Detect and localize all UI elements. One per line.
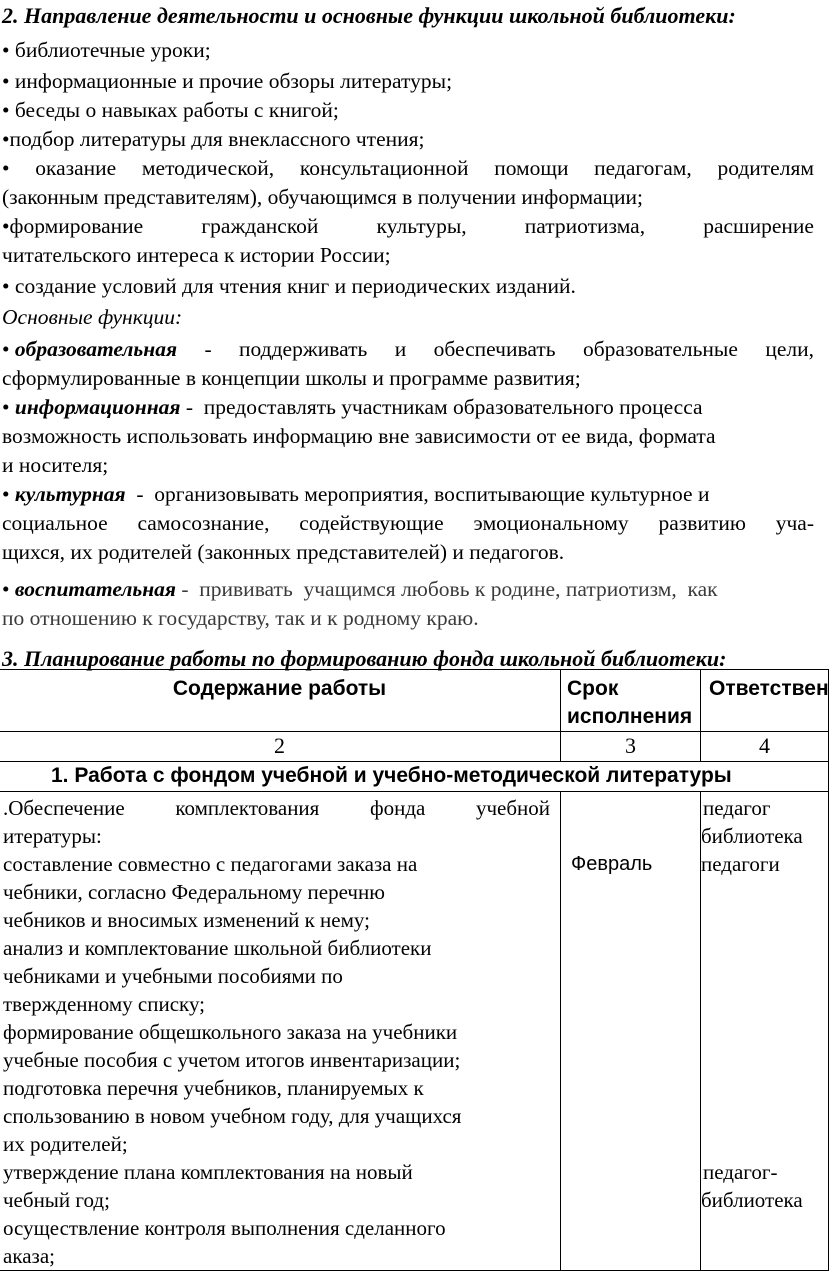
content-line: подготовка перечня учебников, планируемых к bbox=[3, 1076, 424, 1100]
function-item-cultural: • культурная - организовывать мероприятия, воспитывающие культурное и bbox=[2, 482, 710, 506]
bullet-word: культуры, bbox=[376, 214, 467, 238]
word: обеспечивать bbox=[433, 337, 556, 361]
bullet-word: •формирование bbox=[2, 214, 144, 238]
bullet-word: помощи bbox=[494, 156, 569, 180]
content-line: утверждение плана комплектования на новый bbox=[3, 1160, 413, 1184]
word: развитию bbox=[658, 511, 746, 535]
section-row-title: 1. Работа с фондом учебной и учебно-методической литературы bbox=[0, 762, 829, 792]
section-2-title: 2. Направление деятельности и основные функции школьной библиотеки: bbox=[2, 3, 736, 28]
list-item-justified bbox=[2, 154, 814, 182]
content-line: учебные пособия с учетом итогов инвентаризации; bbox=[3, 1048, 461, 1072]
list-item: • информационные и прочие обзоры литературы; bbox=[2, 69, 453, 93]
list-item-justified bbox=[2, 212, 814, 240]
word: поддерживать bbox=[239, 337, 368, 361]
header-content: Содержание работы bbox=[0, 670, 561, 732]
list-item-continuation: читательского интереса к истории России; bbox=[2, 243, 391, 267]
word: - bbox=[204, 337, 212, 361]
function-continuation-justified bbox=[2, 509, 814, 537]
word: образовательные bbox=[582, 337, 738, 361]
header-term: Срок исполнения bbox=[561, 670, 701, 732]
functions-title: Основные функции: bbox=[2, 305, 183, 329]
content-cell bbox=[0, 792, 561, 1271]
responsible-line: педагоги bbox=[701, 852, 780, 876]
planning-table bbox=[0, 669, 829, 1271]
word: социальное bbox=[2, 511, 108, 535]
word: уча- bbox=[775, 511, 814, 535]
function-term: • образовательная bbox=[2, 337, 178, 361]
column-number: 4 bbox=[701, 732, 829, 762]
bullet-word: гражданской bbox=[201, 214, 319, 238]
list-item: •подбор литературы для внеклассного чтения; bbox=[2, 127, 425, 151]
content-line: их родителей; bbox=[3, 1132, 128, 1156]
content-line: .Обеспечение комплектования фонда учебной bbox=[3, 796, 550, 820]
function-item-informational: • информационная - предоставлять участникам образовательного процесса bbox=[2, 395, 703, 419]
responsible-line: библиотека bbox=[701, 824, 803, 848]
content-line: аказа; bbox=[3, 1244, 55, 1268]
section-3-title: 3. Планирование работы по формированию фонда школьной библиотеки: bbox=[2, 646, 727, 671]
header-responsible: Ответствен bbox=[701, 670, 829, 732]
term-cell: Февраль bbox=[561, 792, 701, 1271]
list-item-continuation: (законным представителям), обучающимся в получении информации; bbox=[2, 185, 644, 209]
word: и bbox=[394, 337, 407, 361]
responsible-line: библиотека bbox=[701, 1188, 803, 1212]
responsible-cell bbox=[701, 792, 829, 1271]
function-continuation: по отношению к государству, так и к родному краю. bbox=[2, 606, 479, 630]
table-row bbox=[0, 792, 829, 1271]
word: самосознание, bbox=[137, 511, 270, 535]
content-line: анализ и комплектование школьной библиотеки bbox=[3, 936, 432, 960]
bullet-word: расширение bbox=[703, 214, 814, 238]
bullet-word: педагогам, bbox=[594, 156, 692, 180]
list-item: • беседы о навыках работы с книгой; bbox=[2, 98, 339, 122]
responsible-line: педагог bbox=[703, 796, 771, 820]
content-line: чебников и вносимых изменений к нему; bbox=[3, 908, 370, 932]
content-line: спользованию в новом учебном году, для учащихся bbox=[3, 1104, 462, 1128]
function-item-educational bbox=[2, 335, 814, 363]
function-item-upbringing: • воспитательная - прививать учащимся любовь к родине, патриотизм, как bbox=[2, 577, 718, 601]
bullet-word: родителям bbox=[717, 156, 814, 180]
content-line: составление совместно с педагогами заказа на bbox=[3, 852, 418, 876]
function-continuation: щихся, их родителей (законных представителей) и педагогов. bbox=[2, 540, 565, 564]
table-number-row bbox=[0, 732, 829, 762]
bullet-word: консультационной bbox=[299, 156, 469, 180]
bullet-word: • bbox=[2, 156, 10, 180]
content-line: итературы: bbox=[3, 824, 102, 848]
responsible-line: педагог- bbox=[703, 1160, 778, 1184]
content-line: формирование общешкольного заказа на учебники bbox=[3, 1020, 458, 1044]
bullet-word: методической, bbox=[141, 156, 275, 180]
column-number: 2 bbox=[0, 732, 561, 762]
function-continuation: и носителя; bbox=[2, 453, 109, 477]
function-continuation: сформулированные в концепции школы и программе развития; bbox=[2, 366, 581, 390]
table-header-row bbox=[0, 670, 829, 732]
content-line: чебниками и учебными пособиями по bbox=[3, 964, 343, 988]
bullet-word: патриотизма, bbox=[524, 214, 646, 238]
content-line: осуществление контроля выполнения сделанного bbox=[3, 1216, 446, 1240]
word: цели, bbox=[765, 337, 814, 361]
content-line: чебники, согласно Федеральному перечню bbox=[3, 880, 385, 904]
list-item: • библиотечные уроки; bbox=[2, 38, 211, 62]
bullet-word: оказание bbox=[35, 156, 117, 180]
table-section-row bbox=[0, 762, 829, 792]
word: содействующие bbox=[299, 511, 444, 535]
list-item: • создание условий для чтения книг и периодических изданий. bbox=[2, 274, 576, 298]
column-number: 3 bbox=[561, 732, 701, 762]
function-continuation: возможность использовать информацию вне зависимости от ее вида, формата bbox=[2, 424, 716, 448]
content-line: чебный год; bbox=[3, 1188, 110, 1212]
word: эмоциональному bbox=[473, 511, 629, 535]
content-line: твержденному списку; bbox=[3, 992, 206, 1016]
